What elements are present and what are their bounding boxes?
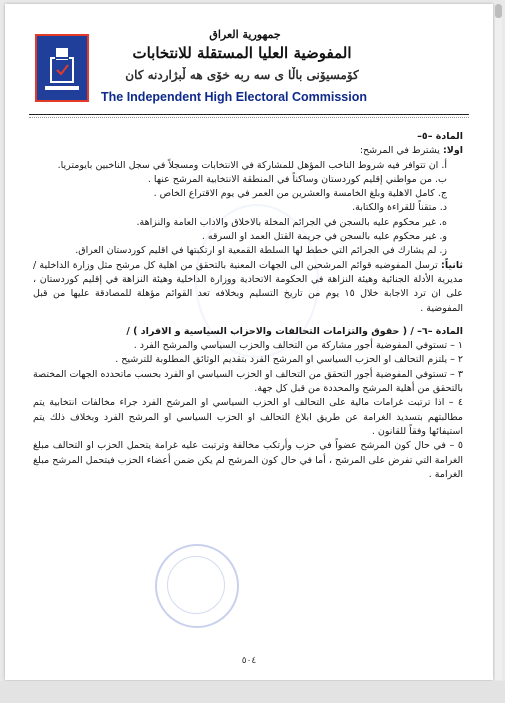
article-6-item: ٤ – اذا ترتبت غرامات مالية على التحالف او الحزب السياسي او المرشح الفرد جراء مخالفات انتخابية يتم مطالبتهم بتسديد الغرامة عن طريق ابلاغ التحالف او الحزب السياسي او المرشح الفرد وبخلاف ذلك يتم استيفائها وفقاً للقانون . <box>33 397 463 437</box>
official-stamp <box>155 544 239 628</box>
commission-logo <box>35 34 89 102</box>
article-5-first-clause <box>33 144 463 158</box>
document-body <box>33 130 463 482</box>
candidate-conditions-list <box>33 159 463 259</box>
letterhead <box>5 4 493 122</box>
viewer-bottom-bar <box>0 681 505 703</box>
article-6-title: المادة –٦– / ( حقوق والتزامات التحالفات والاحزاب السياسية و الافراد ) / <box>126 325 463 337</box>
article-6-item: ٣ – تستوفي المفوضية أجور التحقق من التحالف او الحزب السياسي او الفرد بحسب ماتحدده الجهات المختصة بالتحقق من أهلية المرشح والمحددة من قبل كل جهة. <box>33 368 463 395</box>
condition-item: ه. غير محكوم عليه بالسجن في الجرائم المخلة بالاخلاق والاداب العامة والنزاهة. <box>136 216 447 228</box>
commission-name-english: The Independent High Electoral Commission <box>101 90 368 104</box>
article-5-second-clause <box>33 259 463 316</box>
first-clause-text: يشترط في المرشح: <box>359 145 440 157</box>
letterhead-divider <box>29 114 469 115</box>
second-clause-label: ثانياً: <box>441 259 463 271</box>
condition-item: ج. كامل الاهلية وبلغ الخامسة والعشرين من العمر في يوم الاقتراع الخاص . <box>153 188 447 200</box>
document-page <box>5 4 493 680</box>
commission-name-arabic: المفوضية العليا المستقلة للانتخابات <box>132 44 352 62</box>
article-6-item: ٢ – يلتزم التحالف او الحزب السياسي او المرشح الفرد بتقديم الوثائق المطلوبة للترشيح . <box>115 354 463 366</box>
condition-item: ز. لم يشارك في الجرائم التي خطط لها السلطة القمعية او ارتكبتها في اقليم كوردستان العراق. <box>75 245 447 257</box>
letterhead-dotted-divider <box>29 117 469 118</box>
vertical-scrollbar[interactable] <box>495 4 502 680</box>
page-number: ٥٠٤ <box>241 656 257 666</box>
condition-item: د. متقناً للقراءة والكتابة. <box>352 202 447 214</box>
condition-item: ب. من مواطني إقليم كوردستان وساكناً في المنطقة الانتخابية المرشح عنها . <box>147 173 447 185</box>
article-5-title: المادة –٥– <box>417 131 463 142</box>
ballot-box-icon <box>37 36 87 100</box>
condition-item: و. غير محكوم عليه بالسجن في جريمة القتل العمد او السرقه . <box>201 231 447 243</box>
commission-name-kurdish: كۆمسیۆنی باڵا ی سه ربه خۆی هه ڵبژاردنه كان <box>125 68 359 82</box>
second-clause-text: ترسل المفوضيه قوائم المرشحين الى الجهات المعنية بالتحقق من اهلية كل مرشح مثل وزارة الداخلية / مديرية الأدلة الجنائية وهيئة النزاهة في الحكومة الاتحادية ووزارة الداخلية وهيئة النزاهة في إقليم كوردستان ، على ان ترد الاجابة خلال ١٥ يوم من تاريخ التسليم وبخلافه تعد القوائم مؤهلة للمصادقة عليها من قبل المفوضية . <box>33 259 463 314</box>
republic-of-iraq-heading: جمهورية العراق <box>209 28 281 41</box>
article-6-item: ١ – تستوفي المفوضية أجور مشاركة من التحالف والحزب السياسي والمرشح الفرد . <box>133 340 463 352</box>
condition-item: أ. ان تتوافر فيه شروط الناخب المؤهل للمشاركة في الانتخابات ومسجلاً في سجل الناخبين بايومتريا. <box>57 159 447 171</box>
first-clause-label: اولا: <box>442 145 463 157</box>
article-6-item: ٥ – في حال كون المرشح عضواً في حزب وأرتكب مخالفة وترتبت عليه غرامة يتحمل الحزب او التحالف مبلغ الغرامة التي تفرض على المرشح ، أما في حال كون المرشح لم يكن ضمن أعضاء الحزب فيتحمل المرشح مبلغ الغرامة . <box>33 440 463 480</box>
scrollbar-thumb[interactable] <box>495 4 502 18</box>
